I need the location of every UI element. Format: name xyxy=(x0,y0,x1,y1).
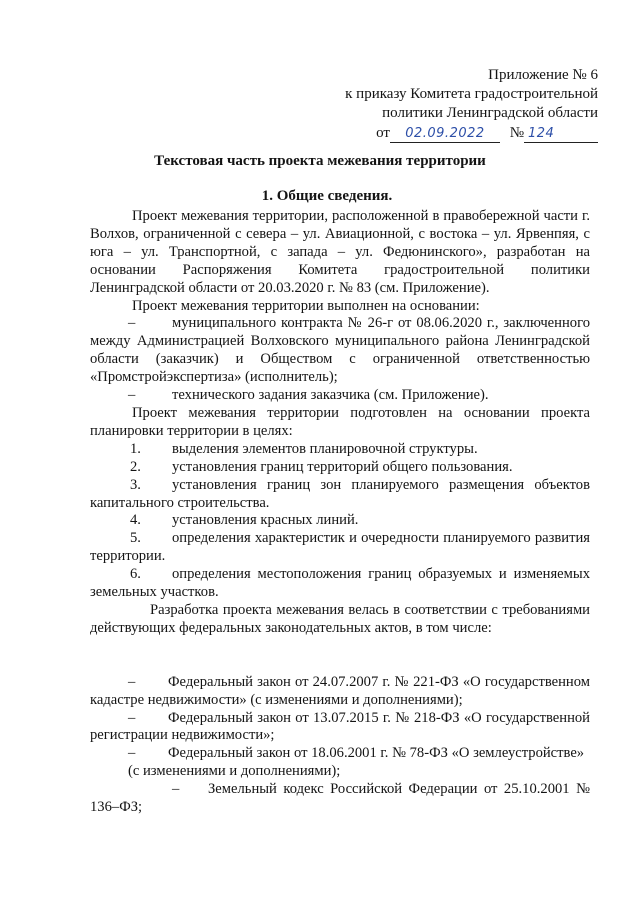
dash-marker: – xyxy=(128,709,136,726)
goal-number: 4. xyxy=(130,512,141,529)
date-field xyxy=(390,125,500,143)
law-text: Земельный кодекс Российской Федерации от 25.10.2001 № 136–ФЗ; xyxy=(90,781,590,816)
dash-marker: – xyxy=(128,673,136,690)
paragraph-intro: Проект межевания территории, расположенной в правобережной части г. Волхов, ограниченной с севера – ул. Авиационной, с востока – ул. Ярвенпяя, с юга – ул. Транспортной, с запада – ул. Федюнинского», разработан на основании Распоряжения Комитета градостроительной политики Ленинградской области от 20.03.2020 г. № 83 (см. Приложение). xyxy=(90,208,590,296)
paragraph-laws-intro: Разработка проекта межевания велась в соответствии с требованиями действующих федеральных законодательных актов, в том числе: xyxy=(90,601,590,636)
handwritten-date: 02.09.2022 xyxy=(405,126,485,141)
goal-item xyxy=(90,477,590,513)
goal-item xyxy=(90,530,590,566)
document-body xyxy=(90,208,590,817)
goal-number: 6. xyxy=(130,566,141,583)
goal-item xyxy=(90,459,590,477)
dash-marker: – xyxy=(128,315,136,332)
appendix-line-1: Приложение № 6 xyxy=(488,67,598,83)
from-label: от xyxy=(376,125,390,141)
goal-text: определения местоположения границ образуемых и изменяемых земельных участков. xyxy=(90,566,590,601)
handwritten-number: 124 xyxy=(528,126,555,141)
list-item-text: технического задания заказчика (см. Приложение). xyxy=(172,387,489,404)
goal-number: 5. xyxy=(130,530,141,547)
section-heading: 1. Общие сведения. xyxy=(261,188,393,204)
law-continuation: (с изменениями и дополнениями); xyxy=(128,763,341,780)
law-item xyxy=(90,674,590,710)
goal-number: 2. xyxy=(130,458,141,475)
appendix-header xyxy=(345,66,598,143)
document-title: Текстовая часть проекта межевания территории xyxy=(154,153,486,169)
goal-item xyxy=(90,566,590,602)
list-item xyxy=(90,315,590,387)
list-item-text: муниципального контракта № 26-г от 08.06.2020 г., заключенного между Администрацией Волховского муниципального района Ленинградской области (заказчик) и Обществом с ограниченной ответственностью «Промстройэкспертиза» (исполнитель); xyxy=(90,315,590,386)
goal-text: определения характеристик и очередности планируемого развития территории. xyxy=(90,530,590,565)
dash-marker: – xyxy=(128,745,136,762)
goal-text: установления границ территорий общего пользования. xyxy=(172,458,513,475)
goal-text: выделения элементов планировочной структуры. xyxy=(172,440,478,457)
goal-item xyxy=(90,441,590,459)
law-item xyxy=(90,781,590,817)
number-field xyxy=(524,125,598,143)
law-text: Федеральный закон от 18.06.2001 г. № 78-ФЗ «О землеустройстве» xyxy=(168,745,585,762)
goal-item xyxy=(90,512,590,530)
law-item xyxy=(90,745,590,763)
blank-gap xyxy=(90,638,590,674)
law-text: Федеральный закон от 13.07.2015 г. № 218-ФЗ «О государственной регистрации недвижимости»; xyxy=(90,709,590,744)
dash-marker: – xyxy=(128,387,136,404)
goal-text: установления границ зон планируемого размещения объектов капитального строительства. xyxy=(90,476,590,511)
goal-number: 3. xyxy=(130,476,141,493)
appendix-date-line xyxy=(345,124,598,143)
law-item xyxy=(90,710,590,746)
law-text: Федеральный закон от 24.07.2007 г. № 221-ФЗ «О государственном кадастре недвижимости» (с изменениями и дополнениями); xyxy=(90,673,590,708)
appendix-line-2: к приказу Комитета градостроительной xyxy=(345,86,598,102)
paragraph-goals-intro: Проект межевания территории подготовлен на основании проекта планировки территории в целях: xyxy=(90,404,590,439)
goal-number: 1. xyxy=(130,440,141,457)
dash-marker: – xyxy=(172,781,180,798)
number-label: № xyxy=(509,125,524,141)
goal-text: установления красных линий. xyxy=(172,512,359,529)
paragraph-basis-intro: Проект межевания территории выполнен на основании: xyxy=(132,297,480,314)
list-item xyxy=(90,387,590,405)
appendix-line-3: политики Ленинградской области xyxy=(382,105,598,121)
